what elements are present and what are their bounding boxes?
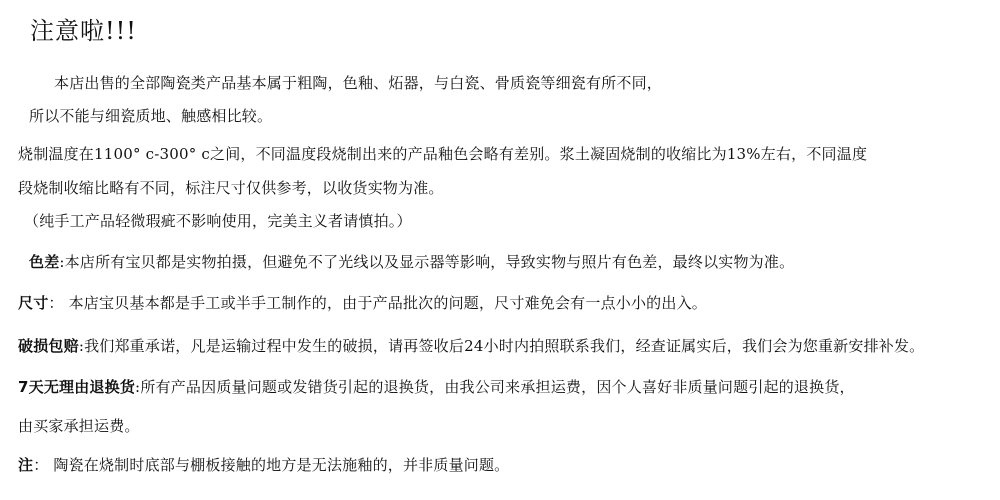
note-separator: ：	[33, 456, 49, 474]
damage-label: 破损包赔	[18, 337, 79, 355]
color-diff-paragraph	[29, 252, 794, 272]
intro-line-1: 本店出售的全部陶瓷类产品基本属于粗陶，色釉、炻器，与白瓷、骨质瓷等细瓷有所不同，	[54, 74, 663, 92]
size-text: 本店宝贝基本都是手工或半手工制作的，由于产品批次的问题，尺寸难免会有一点小小的出入。	[63, 294, 707, 312]
damage-text: 我们郑重承诺，凡是运输过程中发生的破损，请再签收后24小时内拍照联系我们，经查证属实后，我们会为您重新安排补发。	[84, 337, 925, 355]
returns-text-continued: 由买家承担运费。	[18, 417, 140, 435]
intro-line-2: 所以不能与细瓷质地、触感相比较。	[29, 107, 273, 125]
size-label: 尺寸	[18, 294, 49, 312]
size-paragraph	[18, 293, 707, 313]
returns-label: 7天无理由退换货	[18, 378, 136, 396]
note-label: 注	[18, 456, 34, 474]
notice-title: 注意啦!!!	[30, 17, 137, 45]
note-text: 陶瓷在烧制时底部与棚板接触的地方是无法施釉的，并非质量问题。	[48, 456, 510, 474]
intro-line-5: （纯手工产品轻微瑕疵不影响使用，完美主义者请慎拍。）	[24, 212, 412, 230]
size-separator: ：	[48, 294, 64, 312]
returns-text: 所有产品因质量问题或发错货引起的退换货，由我公司来承担运费，因个人喜好非质量问题引起的退换货，	[140, 378, 855, 396]
returns-separator: :	[135, 378, 141, 396]
intro-line-4: 段烧制收缩比略有不同，标注尺寸仅供参考，以收货实物为准。	[18, 179, 444, 197]
damage-paragraph	[18, 336, 924, 356]
note-paragraph	[18, 455, 509, 475]
damage-separator: :	[78, 337, 85, 355]
color-diff-separator: :	[59, 253, 65, 271]
color-diff-label: 色差	[29, 253, 60, 271]
intro-line-3: 烧制温度在1100° c-300° c之间，不同温度段烧制出来的产品釉色会略有差别。浆土凝固烧制的收缩比为13%左右，不同温度	[18, 145, 868, 163]
returns-paragraph	[18, 377, 855, 397]
color-diff-text: 本店所有宝贝都是实物拍摄，但避免不了光线以及显示器等影响，导致实物与照片有色差，最终以实物为准。	[64, 253, 795, 271]
